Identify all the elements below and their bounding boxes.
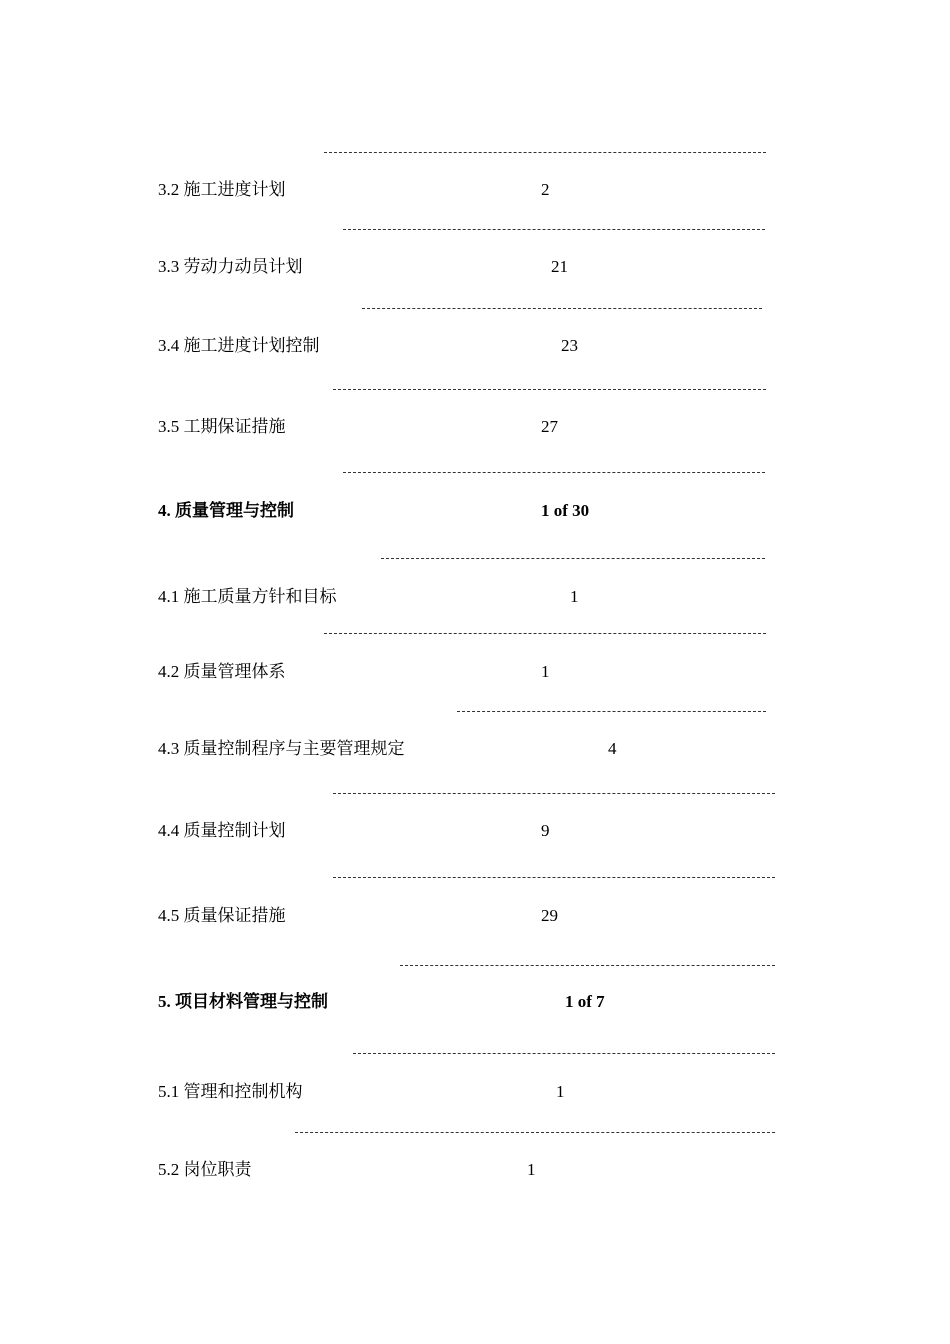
toc-entry-page-number: 29 [541,906,558,925]
toc-entry-page-number: 21 [551,257,568,276]
toc-leader-line [353,1053,775,1054]
toc-entry-title[interactable]: 5.2 岗位职责 [158,1160,252,1179]
toc-entry-page-number: 1 [570,587,579,606]
toc-entry-title[interactable]: 3.4 施工进度计划控制 [158,336,320,355]
toc-leader-line [457,711,766,712]
toc-entry-page-number: 4 [608,739,617,758]
toc-entry-title[interactable]: 5. 项目材料管理与控制 [158,992,328,1011]
toc-leader-line [381,558,765,559]
toc-leader-line [333,389,766,390]
toc-entry-title[interactable]: 3.2 施工进度计划 [158,180,286,199]
toc-entry-page-number: 2 [541,180,550,199]
toc-leader-line [400,965,775,966]
toc-entry-page-number: 9 [541,821,550,840]
toc-entry-title[interactable]: 4.1 施工质量方针和目标 [158,587,337,606]
toc-entry-page-number: 1 [541,662,550,681]
toc-entry-title[interactable]: 4.5 质量保证措施 [158,906,286,925]
toc-leader-line [324,152,766,153]
toc-entry-title[interactable]: 4. 质量管理与控制 [158,501,294,520]
toc-entry-title[interactable]: 3.3 劳动力动员计划 [158,257,303,276]
toc-entry-page-number: 1 of 30 [541,501,590,520]
toc-entry-page-number: 1 [556,1082,565,1101]
toc-leader-line [324,633,766,634]
toc-entry-title[interactable]: 3.5 工期保证措施 [158,417,286,436]
toc-entry-page-number: 1 of 7 [565,992,605,1011]
toc-leader-line [343,229,765,230]
toc-leader-line [362,308,762,309]
toc-entry-page-number: 23 [561,336,578,355]
toc-leader-line [333,793,775,794]
toc-entry-title[interactable]: 4.4 质量控制计划 [158,821,286,840]
toc-entry-title[interactable]: 4.3 质量控制程序与主要管理规定 [158,739,405,758]
toc-entry-page-number: 1 [527,1160,536,1179]
toc-leader-line [343,472,765,473]
toc-entry-title[interactable]: 5.1 管理和控制机构 [158,1082,303,1101]
toc-leader-line [295,1132,775,1133]
toc-entry-title[interactable]: 4.2 质量管理体系 [158,662,286,681]
toc-entry-page-number: 27 [541,417,558,436]
toc-leader-line [333,877,775,878]
